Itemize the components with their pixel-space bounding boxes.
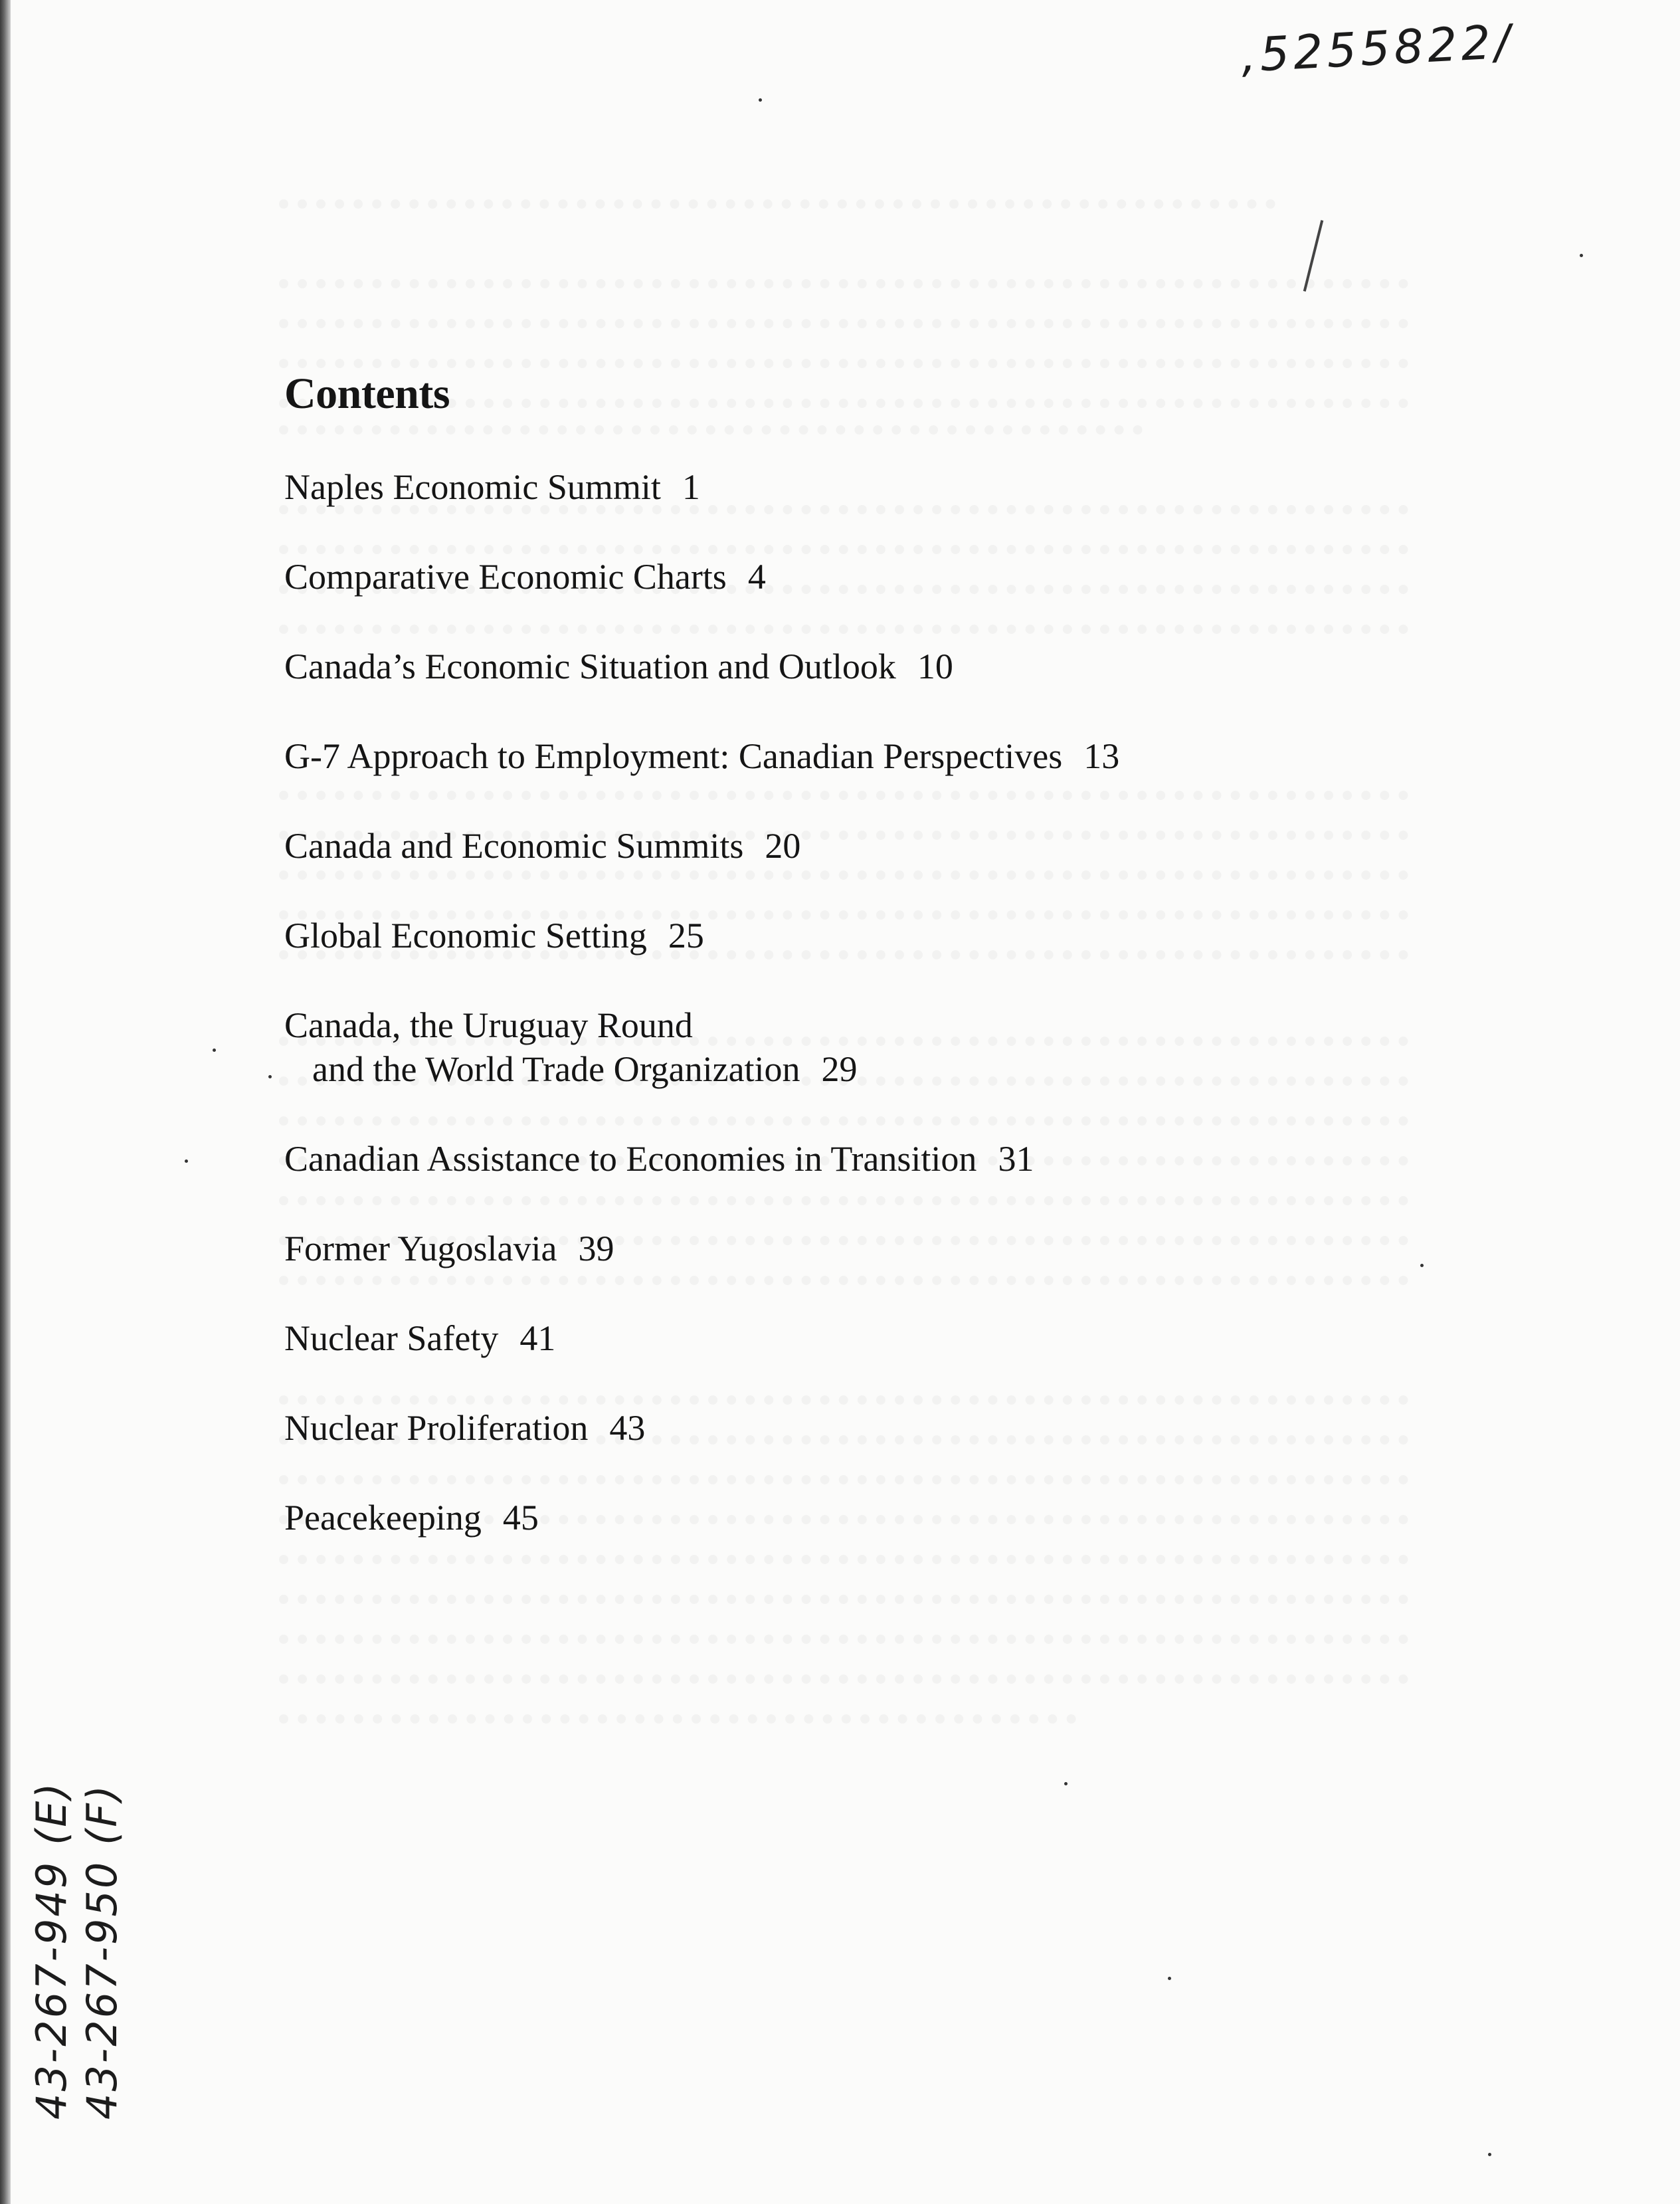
binding-edge [0,0,11,2204]
toc-entry [284,1227,1119,1270]
toc-entry-title-line2: and the World Trade Organization [312,1049,800,1089]
toc-entry-title: Peacekeeping [284,1498,482,1538]
toc-entry-page: 1 [682,467,700,507]
toc-entry-page: 29 [821,1049,858,1089]
toc-entry-page: 31 [998,1139,1034,1179]
toc-entry-page: 45 [502,1498,539,1538]
speck [1168,1977,1171,1980]
toc-entry-title: Canadian Assistance to Economies in Transition [284,1139,977,1179]
toc-entry [284,1137,1119,1181]
contents-heading: Contents [284,369,450,418]
toc-entry-title: G-7 Approach to Employment: Canadian Perspectives [284,736,1063,776]
toc-entry-page: 13 [1083,736,1120,776]
toc-entry-title: Former Yugoslavia [284,1229,557,1268]
toc-entry-page: 25 [668,916,704,955]
handwritten-document-number: ,5255822/ [1240,14,1516,83]
toc-entry-page: 4 [747,557,766,597]
contents-list [284,465,1119,1585]
toc-entry-page: 20 [765,826,801,866]
toc-entry [284,914,1119,957]
speck [268,1075,272,1078]
toc-entry-page: 39 [578,1229,614,1268]
toc-entry-title: Canada’s Economic Situation and Outlook [284,647,896,686]
toc-entry-title-continued [284,1047,1119,1091]
toc-entry [284,1316,1119,1360]
speck [1420,1264,1424,1267]
toc-entry [284,645,1119,688]
toc-entry [284,734,1119,778]
speck [759,98,762,102]
toc-entry [284,555,1119,599]
speck [1580,254,1583,257]
toc-entry-title: Canada and Economic Summits [284,826,744,866]
speck [213,1049,216,1052]
toc-entry-page: 10 [917,647,953,686]
toc-entry [284,824,1119,868]
toc-entry-title: Naples Economic Summit [284,467,661,507]
toc-entry [284,465,1119,509]
speck [1488,2153,1491,2156]
toc-entry-title: Nuclear Safety [284,1318,499,1358]
toc-entry-title: Comparative Economic Charts [284,557,727,597]
toc-entry [284,1406,1119,1450]
toc-entry-title: Nuclear Proliferation [284,1408,589,1448]
toc-entry [284,1003,1119,1091]
speck [185,1159,188,1163]
speck [1064,1782,1068,1785]
toc-entry-page: 41 [519,1318,556,1358]
toc-entry-page: 43 [609,1408,646,1448]
handwritten-code-french: 43-267-950 (F) [78,1783,126,2120]
handwritten-code-english: 43-267-949 (E) [27,1781,76,2120]
toc-entry-title: Global Economic Setting [284,916,647,955]
toc-entry [284,1496,1119,1540]
toc-entry-title: Canada, the Uruguay Round [284,1005,693,1045]
handwritten-catalogue-codes [27,1781,128,2120]
